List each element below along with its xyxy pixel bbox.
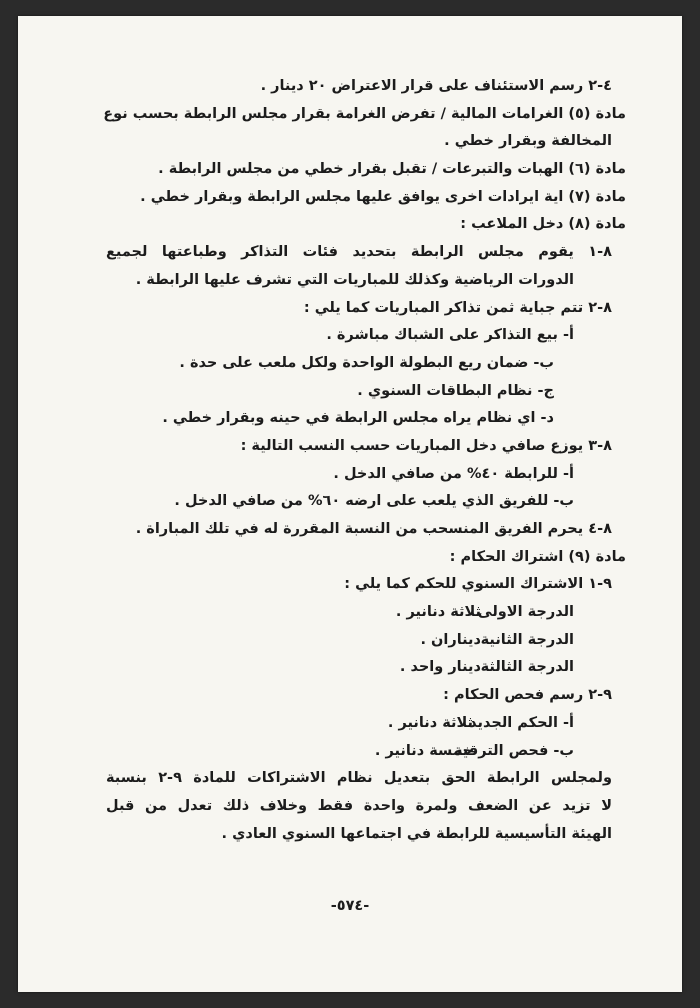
text-line: ٩-١ الاشتراك السنوي للحكم كما يلي :	[344, 576, 612, 593]
document-page	[18, 16, 682, 992]
page-number: -٥٧٤-	[330, 898, 370, 914]
exam-fee: ثلاثة دنانير .	[387, 714, 473, 731]
document-body	[103, 73, 626, 848]
grade-row	[106, 599, 626, 627]
exam-row	[106, 738, 626, 766]
exam-item: ب- فحص الترقية	[454, 742, 574, 759]
text-line: ٨-٤ يحرم الفريق المنسحب من النسبة المقررة له في تلك المباراة .	[135, 521, 612, 537]
text-line: ب- ضمان ريع البطولة الواحدة ولكل ملعب على حدة .	[179, 354, 554, 371]
exam-item: أ- الحكم الجديد	[469, 714, 574, 731]
text-line: الدورات الرياضية وكذلك للمباريات التي تشرف عليها الرابطة .	[135, 271, 574, 288]
grade-row	[106, 654, 626, 682]
text-line: الهيئة التأسيسية للرابطة في اجتماعها السنوي العادي .	[221, 825, 612, 842]
text-line: مادة (٨) دخل الملاعب :	[460, 216, 626, 233]
text-line: ٨-١ يقوم مجلس الرابطة بتحديد فئات التذاكر وطباعتها لجميع	[106, 244, 612, 261]
grade-row	[106, 627, 626, 655]
text-line: لا تزيد عن الضعف ولمرة واحدة فقط وخلاف ذلك تعدل من قبل	[106, 797, 612, 814]
text-line: ٨-٢ تتم جباية ثمن تذاكر المباريات كما يلي :	[303, 299, 612, 316]
exam-fee: خمسة دنانير .	[374, 742, 473, 759]
text-line: مادة (٦) الهبات والتبرعات / تقبل بقرار خطي من مجلس الرابطة .	[158, 161, 626, 178]
text-line: ج- نظام البطاقات السنوي .	[357, 382, 554, 399]
text-line: أ- بيع التذاكر على الشباك مباشرة .	[326, 327, 574, 344]
text-line: المخالفة وبقرار خطي .	[444, 133, 612, 150]
text-line: ٩-٢ رسم فحص الحكام :	[443, 687, 612, 704]
text-line: د- اي نظام يراه مجلس الرابطة في حينه وبقرار خطي .	[162, 410, 554, 427]
text-line: أ- للرابطة ٤٠% من صافي الدخل .	[333, 465, 574, 482]
grade-fee: ديناران .	[420, 631, 481, 648]
exam-row	[106, 710, 626, 738]
grade-name: الدرجة الثانية	[480, 631, 574, 648]
text-line: مادة (٧) اية ايرادات اخرى يوافق عليها مجلس الرابطة وبقرار خطي .	[140, 188, 626, 205]
text-line: ب- للفريق الذي يلعب على ارضه ٦٠% من صافي الدخل .	[174, 493, 574, 510]
text-line: مادة (٥) الغرامات المالية / تفرض الغرامة بقرار مجلس الرابطة بحسب نوع	[103, 105, 626, 122]
grade-name: الدرجة الثالثة	[480, 659, 574, 676]
text-line: ٨-٣ يوزع صافي دخل المباريات حسب النسب التالية :	[240, 437, 612, 454]
text-line: ٤-٢ رسم الاستئناف على قرار الاعتراض ٢٠ دينار .	[260, 78, 612, 94]
grade-fee: دينار واحد .	[399, 659, 481, 676]
grade-fee: ثلاثة دنانير .	[395, 604, 481, 621]
text-line: ولمجلس الرابطة الحق بتعديل نظام الاشتراكات للمادة ٩-٢ بنسبة	[106, 770, 612, 787]
text-line: مادة (٩) اشتراك الحكام :	[449, 548, 626, 565]
grade-name: الدرجة الاولى	[477, 604, 574, 621]
